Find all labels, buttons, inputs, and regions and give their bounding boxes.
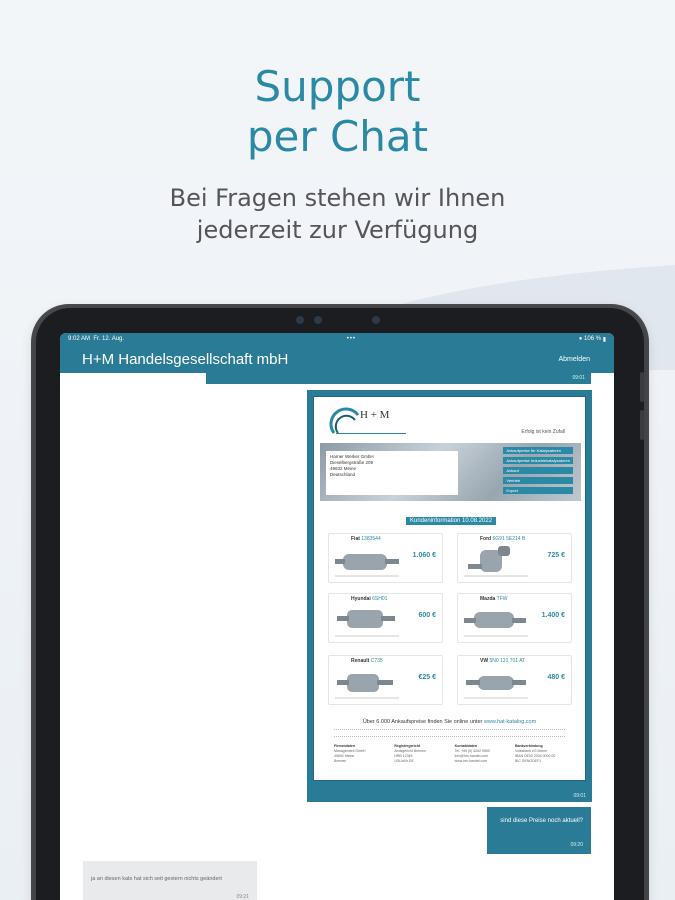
column-head: Registergericht — [394, 744, 421, 748]
card-name — [480, 658, 525, 664]
message-text: sind diese Preise noch aktuell? — [500, 818, 583, 824]
promo-subtitle-line1: Bei Fragen stehen wir Ihnen — [169, 184, 506, 212]
card-brand: Ford — [480, 536, 492, 542]
flyer-tag: Vertrieb — [503, 477, 573, 484]
column-line: BIC GENODEF1 — [514, 759, 542, 763]
battery-icon: ▮ — [601, 336, 606, 343]
catalyst-image — [462, 544, 532, 580]
footer-column — [334, 744, 384, 764]
card-brand: Fiat — [351, 536, 360, 542]
chat-area[interactable] — [60, 373, 614, 900]
flyer-heading: Kundeninformation 10.08.2022 — [406, 517, 496, 525]
column-line: Volksbank eG Meine — [514, 749, 548, 753]
column-line: USt-IdNr DE — [394, 759, 414, 763]
volume-button — [640, 372, 644, 402]
sensor-icon — [372, 316, 380, 324]
card-name — [351, 658, 383, 664]
multitask-dots-icon[interactable]: ••• — [346, 336, 357, 342]
previous-message[interactable] — [206, 373, 591, 384]
status-battery: 106 % — [584, 336, 602, 342]
message-time: 09:20 — [570, 842, 583, 848]
app-bar — [60, 345, 614, 373]
catalyst-image — [333, 604, 403, 640]
card-number: 6G91 5E214 B — [492, 536, 526, 542]
address-line: Deutschland — [330, 472, 356, 477]
card-name — [480, 536, 525, 542]
message-time: 09:01 — [573, 793, 586, 799]
promo-subtitle-line2: jederzeit zur Verfügung — [196, 216, 479, 244]
footer-text: Über 6.000 Ankaufspreise finden Sie online unter — [362, 719, 483, 725]
product-card — [328, 533, 443, 583]
card-brand: VW — [480, 658, 489, 664]
flyer-hero-photo — [320, 443, 581, 501]
flyer-fine-print — [334, 729, 565, 737]
product-card — [457, 655, 572, 705]
card-number: 1383544 — [361, 536, 381, 542]
column-head: Kontaktdaten — [454, 744, 478, 748]
card-brand: Hyundai — [351, 596, 371, 602]
column-head: Firmendaten — [334, 744, 356, 748]
flyer-tag: Export — [503, 487, 573, 494]
promo-title-line1: Support — [254, 62, 421, 111]
card-number: 6SH01 — [372, 596, 388, 602]
received-message[interactable] — [83, 861, 257, 900]
catalyst-image — [462, 604, 532, 640]
status-date: Fr. 12. Aug. — [93, 336, 125, 342]
card-name — [351, 596, 387, 602]
status-bar — [60, 333, 614, 345]
message-text: ja an diesen kats hat sich seit gestern nichts geändert — [91, 876, 222, 882]
catalyst-image — [333, 666, 403, 702]
card-price: 600 € — [418, 612, 436, 619]
card-price: 1.060 € — [412, 552, 436, 559]
flyer-slogan: Erfolg ist kein Zufall — [521, 429, 565, 435]
column-line: Amtsgericht Bremen — [394, 749, 427, 753]
flyer-tag: Ankauf — [503, 467, 573, 474]
status-time: 9:02 AM — [68, 336, 91, 342]
tablet-screen — [60, 333, 614, 900]
flyer-tags — [503, 447, 573, 497]
card-name — [351, 536, 381, 542]
flyer-tag: Ankaufpreise für Katalysatoren — [503, 447, 573, 454]
camera-lens-icon — [314, 316, 322, 324]
footer-column — [455, 744, 505, 764]
column-line: 49692 Meine — [334, 754, 355, 758]
promo-title — [0, 62, 675, 162]
catalyst-image — [333, 544, 403, 580]
footer-column — [515, 744, 565, 764]
flyer-footer-columns — [334, 744, 565, 764]
volume-button-2 — [640, 410, 644, 440]
column-line: IBAN DE00 2000 0000 00 — [514, 754, 556, 758]
product-card — [328, 655, 443, 705]
footer-link: www.hat-katalog.com — [483, 719, 537, 725]
column-line: HRB 12345 — [394, 754, 413, 758]
card-number: C735 — [370, 658, 383, 664]
message-time: 09:21 — [236, 894, 249, 900]
product-card — [457, 593, 572, 643]
flyer-brand: H + M — [360, 409, 390, 421]
flyer-address — [326, 451, 458, 495]
card-price: 480 € — [547, 674, 565, 681]
column-line: Tel. +49 (0) 4262 9550 — [454, 749, 490, 753]
catalyst-image — [462, 666, 532, 702]
card-number: 5N0 131 701 AT — [489, 658, 526, 664]
address-line: Harner Werker GmbH — [330, 454, 374, 459]
wifi-icon: ● — [578, 336, 585, 342]
logout-button[interactable]: Abmelden — [558, 355, 590, 363]
product-card — [328, 593, 443, 643]
column-head: Bankverbindung — [514, 744, 543, 748]
app-title: H+M Handelsgesellschaft mbH — [82, 350, 289, 368]
column-line: www.hm-handel.com — [454, 759, 488, 763]
flyer-image[interactable] — [313, 396, 586, 781]
card-price: 725 € — [547, 552, 565, 559]
flyer-tag: Ankaufpreise Industriekatalysatoren — [503, 457, 573, 464]
promo-subtitle — [0, 182, 675, 246]
column-line: Bremen — [334, 759, 347, 763]
sent-message[interactable] — [487, 807, 591, 854]
image-message[interactable] — [307, 390, 592, 802]
promo-title-line2: per Chat — [246, 112, 429, 161]
card-price: €25 € — [418, 674, 436, 681]
address-line: Dieselbergstraße 209 — [330, 460, 374, 465]
column-line: info@hm-handel.com — [454, 754, 488, 758]
message-time: 09:01 — [572, 375, 585, 381]
card-name — [480, 596, 508, 602]
card-brand: Mazda — [480, 596, 496, 602]
flyer-footer-note — [314, 719, 585, 725]
footer-column — [394, 744, 444, 764]
address-line: 49632 Meine — [330, 466, 357, 471]
card-price: 1.400 € — [541, 612, 565, 619]
card-number: TFW — [496, 596, 508, 602]
column-line: Management GmbH — [334, 749, 366, 753]
card-brand: Renault — [351, 658, 370, 664]
product-card — [457, 533, 572, 583]
camera-icon — [296, 316, 304, 324]
